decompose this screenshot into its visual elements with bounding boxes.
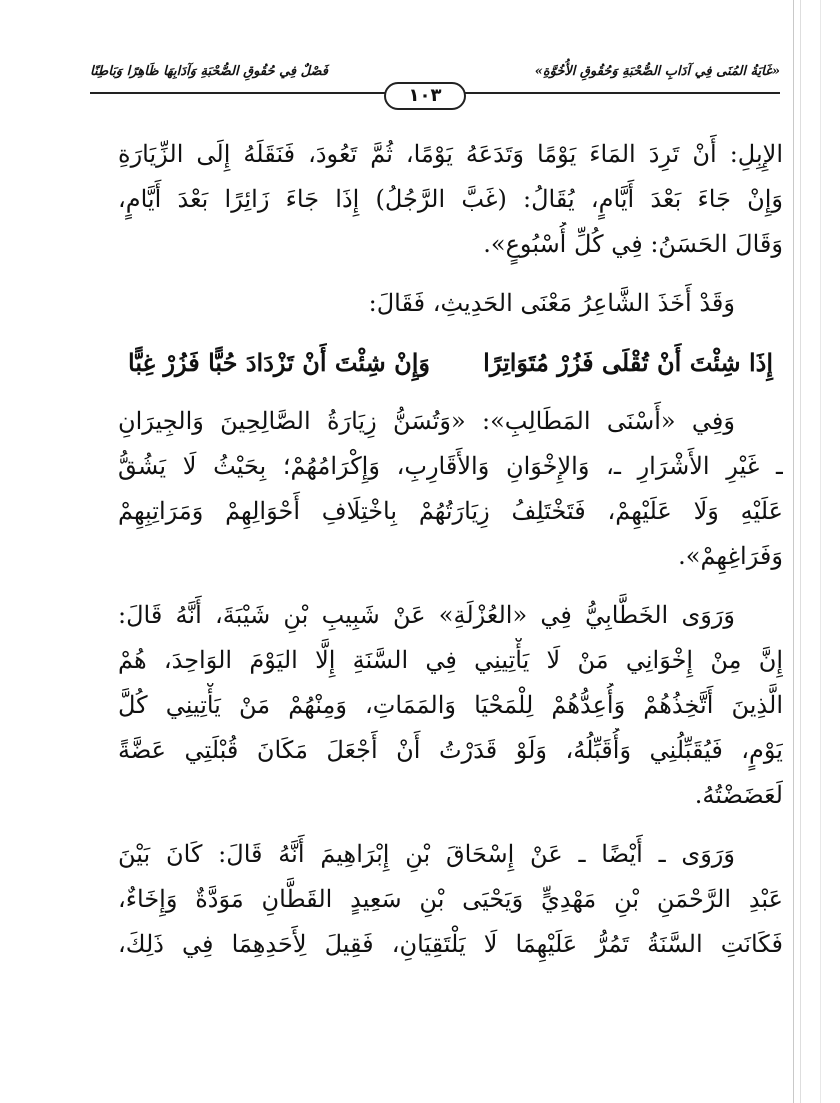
paragraph xyxy=(118,399,783,579)
text-line: وَفِي «أَسْنَى المَطَالِبِ»: «وَتُسَنُّ زِيَارَةُ الصَّالِحِينَ وَالجِيرَانِ xyxy=(118,407,735,435)
text-line: الَّذِينَ أَتَّخِذُهُمْ وَأُعِدُّهُمْ لِلْمَحْيَا وَالمَمَاتِ، وَمِنْهُمْ مَنْ يَأْتِينِي كُلَّ xyxy=(118,691,783,719)
poetry-verse xyxy=(118,340,783,385)
text-line: عَلَيْهِ وَلَا عَلَيْهِمْ، فَتَخْتَلِفُ زِيَارَتُهُمْ بِاخْتِلَافِ أَحْوَالِهِمْ وَمَرَاتِبِهِمْ xyxy=(118,497,783,525)
text-line: وَرَوَى الخَطَّابِيُّ فِي «العُزْلَةِ» عَنْ شَبِيبِ بْنِ شَيْبَةَ، أَنَّهُ قَالَ: xyxy=(118,601,736,629)
verse-first-hemistich: إِذَا شِئْتَ أَنْ تُقْلَى فَزُرْ مُتَوَاتِرًا xyxy=(483,348,773,377)
scan-edge-line xyxy=(793,0,794,1103)
text-line: لَعَضَضْتُهُ. xyxy=(694,781,783,809)
paragraph xyxy=(118,593,783,818)
text-line: ـ غَيْرِ الأَشْرَارِ ـ، وَالإِخْوَانِ وَالأَقَارِبِ، وَإِكْرَامُهُمْ؛ بِحَيْثُ لَا يَشُقُّ xyxy=(118,452,783,480)
scan-edge-line xyxy=(820,0,821,1103)
verse-second-hemistich: وَإِنْ شِئْتَ أَنْ تَزْدَادَ حُبًّا فَزُرْ غِبًّا xyxy=(128,348,430,377)
text-line: وَفَرَاغِهِمْ». xyxy=(678,542,783,570)
text-line: وَرَوَى ـ أَيْضًا ـ عَنْ إِسْحَاقَ بْنِ إِبْرَاهِيمَ أَنَّهُ قَالَ: كَانَ بَيْنَ xyxy=(118,840,735,868)
text-line: فَكَانَتِ السَّنَةُ تَمُرُّ عَلَيْهِمَا لَا يَلْتَقِيَانِ، فَقِيلَ لِأَحَدِهِمَا فِي ذَلِكَ، xyxy=(118,930,783,958)
text-line: يَوْمٍ، فَيُقَبِّلُنِي وَأُقَبِّلُهُ، وَلَوْ قَدَرْتُ أَنْ أَجْعَلَ مَكَانَ قُبْلَتِي عَضَّةً xyxy=(118,736,783,764)
text-line: وَإِنْ جَاءَ بَعْدَ أَيَّامٍ، يُقَالُ: (غَبَّ الرَّجُلُ) إِذَا جَاءَ زَائِرًا بَعْدَ أَيَّامٍ، xyxy=(118,185,783,213)
book-title: «غَايَةُ المُنَى فِي آدَابِ الصُّحْبَةِ وَحُقُوقِ الأُخُوَّةِ» xyxy=(534,64,780,79)
paragraph xyxy=(118,832,783,967)
text-line: إِنَّ مِنْ إِخْوَانِي مَنْ لَا يَأْتِينِي فِي السَّنَةِ إِلَّا اليَوْمَ الوَاحِدَ، هُمْ xyxy=(118,646,783,674)
page-number: ١٠٣ xyxy=(384,82,466,110)
chapter-title: فَصْلٌ فِي حُقُوقِ الصُّحْبَةِ وَآدَابِهَا ظَاهِرًا وَبَاطِنًا xyxy=(90,64,328,79)
text-line: وَقَدْ أَخَذَ الشَّاعِرُ مَعْنَى الحَدِيثِ، فَقَالَ: xyxy=(368,289,735,317)
paragraph xyxy=(118,281,783,326)
scan-edge-line xyxy=(800,0,801,1103)
text-line: الإِبِلِ: أَنْ تَرِدَ المَاءَ يَوْمًا وَتَدَعَهُ يَوْمًا، ثُمَّ تَعُودَ، فَنَقَلَهُ إِلَى الزِّيَارَةِ xyxy=(118,140,783,168)
paragraph xyxy=(118,132,783,267)
body-text xyxy=(118,132,783,967)
text-line: عَبْدِ الرَّحْمَنِ بْنِ مَهْدِيٍّ وَيَحْيَى بْنِ سَعِيدٍ القَطَّانِ مَوَدَّةٌ وَإِخَاءٌ، xyxy=(118,885,783,913)
text-line: وَقَالَ الحَسَنُ: فِي كُلِّ أُسْبُوعٍ». xyxy=(483,230,783,258)
